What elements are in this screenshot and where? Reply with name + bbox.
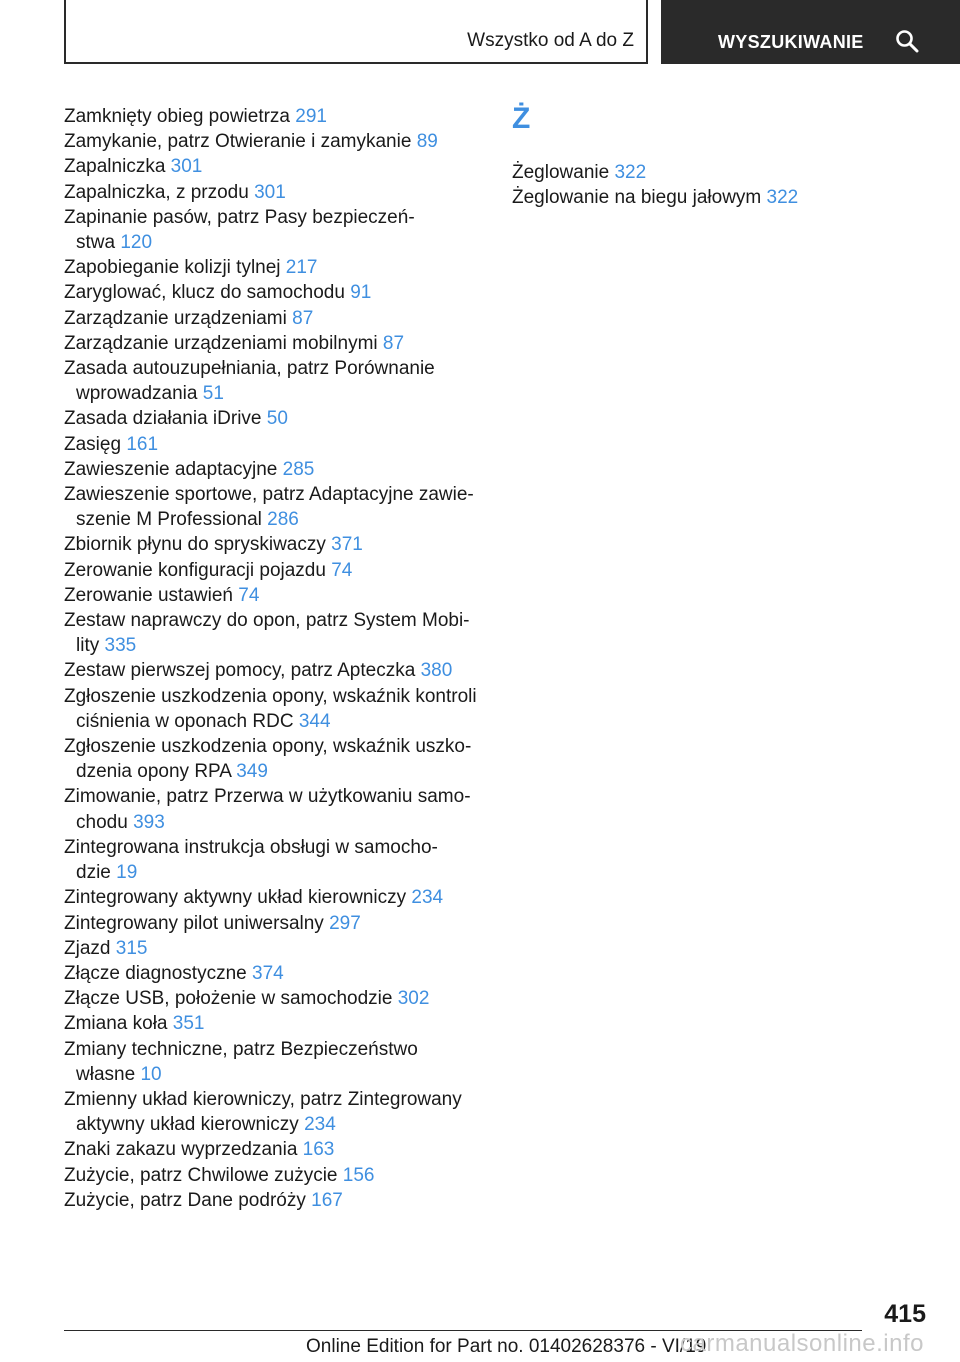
index-entry-page-link[interactable]: 322 [614, 162, 647, 183]
index-entry [64, 734, 480, 784]
index-entry-page-link[interactable]: 286 [267, 509, 299, 531]
index-entry-term-continued: lity [76, 635, 100, 657]
index-entry [64, 154, 480, 179]
index-entry [64, 885, 480, 910]
index-entry [64, 684, 480, 734]
index-entry-term: Zużycie, patrz Chwilowe zużycie [64, 1164, 338, 1186]
index-entry [64, 306, 480, 331]
index-entry-page-link[interactable]: 161 [126, 433, 159, 455]
footer-edition-text: Online Edition for Part no. 01402628376 - VI/19 [306, 1336, 707, 1357]
index-entry-term-continued: własne [76, 1063, 136, 1085]
index-entry-term: Zapinanie pasów, patrz Pasy bezpieczeń- [64, 206, 415, 228]
index-entry-term: Zmienny układ kierowniczy, patrz Zintegrowany [64, 1088, 462, 1110]
index-entry [64, 1188, 480, 1213]
index-entry-term: Zarządzanie urządzeniami [64, 307, 287, 329]
index-entry-page-link[interactable]: 349 [236, 761, 268, 783]
index-entry-term: Zużycie, patrz Dane podróży [64, 1189, 306, 1211]
index-entry-page-link[interactable]: 51 [202, 383, 224, 405]
index-entry-page-link[interactable]: 74 [331, 559, 353, 581]
index-entry-page-link[interactable]: 344 [298, 710, 331, 732]
index-entry-page-link[interactable]: 291 [295, 106, 327, 127]
index-entry-term: Zestaw pierwszej pomocy, patrz Apteczka [64, 660, 416, 682]
index-entry-page-link[interactable]: 351 [172, 1013, 205, 1035]
index-entry-page-link[interactable]: 322 [766, 187, 799, 209]
index-entry [64, 129, 480, 154]
index-entry [64, 406, 480, 431]
index-entry-term: Zintegrowany aktywny układ kierowniczy [64, 887, 407, 909]
index-entry-page-link[interactable]: 89 [416, 131, 438, 153]
index-entry [64, 1037, 480, 1087]
index-entry-page-link[interactable]: 74 [238, 584, 260, 606]
index-entry [64, 911, 480, 936]
index-entry [64, 280, 480, 305]
index-entry-term: Żeglowanie na biegu jałowym [512, 187, 762, 209]
index-entry [64, 558, 480, 583]
index-entry-term: Zarządzanie urządzeniami mobilnymi [64, 332, 378, 354]
page-number: 415 [884, 1300, 926, 1328]
index-entry-term-continued: stwa [76, 232, 116, 254]
index-entry [64, 1087, 480, 1137]
index-entry-term-continued: chodu [76, 811, 128, 833]
index-entry-term: Zasięg [64, 433, 122, 455]
index-entry-term: Zapalniczka [64, 156, 166, 178]
index-entry [64, 1163, 480, 1188]
index-entry-page-link[interactable]: 285 [282, 458, 315, 480]
index-entry-page-link[interactable]: 371 [331, 534, 363, 556]
index-entry-term: Zmiana koła [64, 1013, 168, 1035]
index-entry-term: Znaki zakazu wyprzedzania [64, 1139, 298, 1161]
index-entry [512, 160, 912, 185]
index-entry-term: Zgłoszenie uszkodzenia opony, wskaźnik kontroli [64, 685, 477, 707]
index-entry-term: Zasada działania iDrive [64, 408, 262, 430]
index-entry-term: Zamykanie, patrz Otwieranie i zamykanie [64, 131, 412, 153]
index-entry-page-link[interactable]: 301 [254, 181, 286, 203]
index-entry [64, 936, 480, 961]
index-entry-page-link[interactable]: 335 [104, 635, 137, 657]
index-entry-page-link[interactable]: 302 [397, 988, 430, 1010]
index-entry [64, 532, 480, 557]
index-entry [64, 1011, 480, 1036]
index-entry-term: Zawieszenie adaptacyjne [64, 458, 278, 480]
index-entry [64, 961, 480, 986]
index-entry-term: Zaryglować, klucz do samochodu [64, 282, 345, 304]
index-entry [64, 1137, 480, 1162]
index-entry [512, 185, 912, 210]
index-entry-term-continued: dzenia opony RPA [76, 761, 231, 783]
index-entry-page-link[interactable]: 374 [252, 962, 284, 984]
index-entry-page-link[interactable]: 87 [382, 332, 405, 354]
index-entry [64, 835, 480, 885]
index-entry-term-continued: aktywny układ kierowniczy [76, 1114, 299, 1136]
index-entry-term: Zestaw naprawczy do opon, patrz System Mobi- [64, 610, 470, 632]
index-entry-term: Zmiany techniczne, patrz Bezpieczeństwo [64, 1038, 418, 1060]
header-tab[interactable] [64, 0, 648, 64]
index-entry [64, 658, 480, 683]
index-entry [64, 255, 480, 280]
index-entry-page-link[interactable]: 167 [311, 1189, 343, 1211]
index-entries-right [512, 160, 912, 210]
index-entry [64, 986, 480, 1011]
search-icon [895, 29, 919, 53]
index-entry-page-link[interactable]: 297 [329, 912, 361, 934]
index-entry [64, 482, 480, 532]
index-entry-term-continued: wprowadzania [76, 383, 198, 405]
index-entry-term: Zerowanie ustawień [64, 584, 233, 606]
footer-watermark: carmanualsonline.info [680, 1330, 924, 1357]
index-entry-page-link[interactable]: 301 [170, 156, 203, 178]
search-button-label: WYSZUKIWANIE [718, 32, 864, 52]
index-entry-term: Zjazd [64, 937, 111, 959]
index-entry-page-link[interactable]: 163 [302, 1139, 335, 1161]
index-entry-term: Zapalniczka, z przodu [64, 181, 249, 203]
index-entry-term: Złącze USB, położenie w samochodzie [64, 988, 393, 1010]
header-tab-label: Wszystko od A do Z [467, 30, 634, 51]
index-entry-page-link[interactable]: 315 [115, 937, 148, 959]
index-column-right [512, 104, 912, 210]
index-entry-term: Zbiornik płynu do spryskiwaczy [64, 534, 326, 556]
index-entry-page-link[interactable]: 217 [285, 257, 318, 279]
index-entry [64, 784, 480, 834]
index-entry [64, 104, 480, 129]
index-entry-term: Zintegrowana instrukcja obsługi w samocho- [64, 836, 438, 858]
index-entry-page-link[interactable]: 19 [116, 862, 138, 884]
index-entry-term: Zimowanie, patrz Przerwa w użytkowaniu samo- [64, 786, 471, 808]
search-button[interactable] [661, 0, 960, 64]
index-entry-page-link[interactable]: 380 [420, 660, 453, 682]
index-entry [64, 356, 480, 406]
index-entry-term: Zamknięty obieg powietrza [64, 106, 290, 127]
index-entry-term: Żeglowanie [512, 162, 610, 183]
index-entry [64, 205, 480, 255]
index-entry-term: Zerowanie konfiguracji pojazdu [64, 559, 326, 581]
index-entry-page-link[interactable]: 156 [342, 1164, 375, 1186]
index-entry [64, 432, 480, 457]
index-entry-term: Zawieszenie sportowe, patrz Adaptacyjne zawie- [64, 484, 474, 506]
index-entry-term: Złącze diagnostyczne [64, 962, 247, 984]
index-entry-term-continued: dzie [76, 862, 111, 884]
index-entry-page-link[interactable]: 50 [266, 408, 288, 430]
index-entry-page-link[interactable]: 10 [140, 1063, 162, 1085]
index-entry-term-continued: ciśnienia w oponach RDC [76, 710, 294, 732]
index-entry-term: Zasada autouzupełniania, patrz Porównanie [64, 358, 435, 380]
index-entry-page-link[interactable]: 120 [120, 232, 153, 254]
index-entry [64, 608, 480, 658]
index-entry-term-continued: szenie M Professional [76, 509, 262, 531]
index-entry-page-link[interactable]: 91 [350, 282, 372, 304]
letter-heading: Ż [512, 102, 531, 135]
index-entry-term: Zapobieganie kolizji tylnej [64, 257, 281, 279]
index-entry-term: Zintegrowany pilot uniwersalny [64, 912, 324, 934]
index-entry-page-link[interactable]: 393 [133, 811, 165, 833]
index-entry-page-link[interactable]: 87 [292, 307, 314, 329]
index-entry [64, 457, 480, 482]
index-entry [64, 583, 480, 608]
index-entry-page-link[interactable]: 234 [304, 1114, 336, 1136]
index-entry [64, 180, 480, 205]
index-entry [64, 331, 480, 356]
index-entry-page-link[interactable]: 234 [411, 887, 444, 909]
index-entry-term: Zgłoszenie uszkodzenia opony, wskaźnik uszko- [64, 736, 472, 758]
index-column-left [64, 104, 480, 1213]
